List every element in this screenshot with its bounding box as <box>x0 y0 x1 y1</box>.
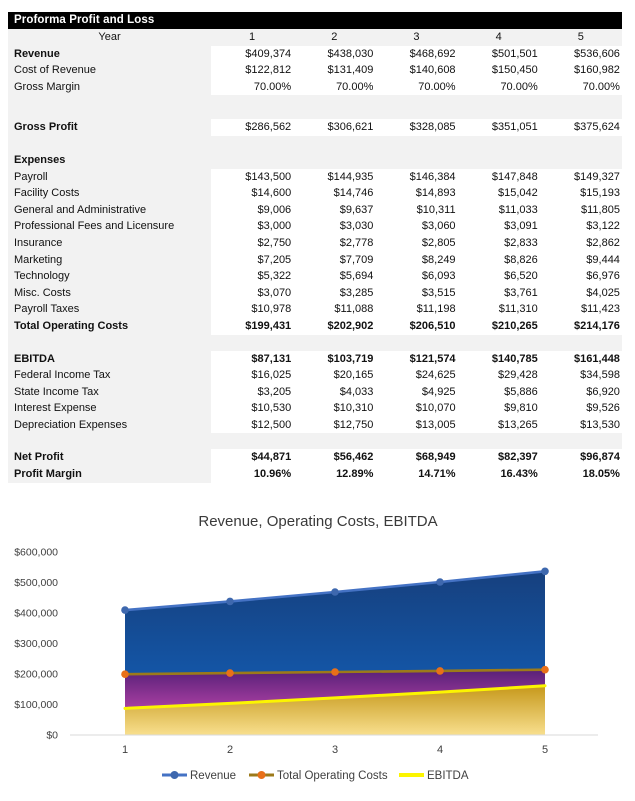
year-cell: 5 <box>540 29 622 46</box>
table-spacer-row <box>8 335 622 351</box>
row-label: Misc. Costs <box>8 285 211 302</box>
row-label: Year <box>8 29 211 46</box>
value-cell: $9,637 <box>293 202 375 219</box>
revenue-marker <box>331 588 339 596</box>
value-cell: $409,374 <box>211 46 293 63</box>
row-label: Expenses <box>8 152 211 169</box>
value-cell: 70.00% <box>458 79 540 96</box>
year-cell: 1 <box>211 29 293 46</box>
value-cell: $11,310 <box>458 301 540 318</box>
table-row <box>8 285 622 302</box>
value-cell: $160,982 <box>540 62 622 79</box>
value-cell: 70.00% <box>211 79 293 96</box>
area-chart-svg <box>0 500 635 796</box>
table-row <box>8 185 622 202</box>
value-cell: $3,761 <box>458 285 540 302</box>
value-cell: $5,322 <box>211 268 293 285</box>
row-label: Cost of Revenue <box>8 62 211 79</box>
value-cell: $6,093 <box>375 268 457 285</box>
value-cell: $328,085 <box>375 119 457 136</box>
legend-ebitda-label: EBITDA <box>427 770 469 782</box>
value-cell: $20,165 <box>293 367 375 384</box>
value-cell: $13,530 <box>540 417 622 434</box>
row-label: Payroll Taxes <box>8 301 211 318</box>
value-cell: $3,091 <box>458 218 540 235</box>
table-row <box>8 79 622 96</box>
value-cell: $121,574 <box>375 351 457 368</box>
row-label: Total Operating Costs <box>8 318 211 335</box>
value-cell: $4,033 <box>293 384 375 401</box>
value-cell: $68,949 <box>375 449 457 466</box>
y-axis-tick-label: $300,000 <box>14 638 58 650</box>
row-label: Marketing <box>8 252 211 269</box>
legend-total-operating-costs-marker <box>258 771 266 779</box>
value-cell: $306,621 <box>293 119 375 136</box>
value-cell <box>540 152 622 169</box>
value-cell: $11,033 <box>458 202 540 219</box>
y-axis-tick-label: $400,000 <box>14 607 58 620</box>
table-row <box>8 384 622 401</box>
row-label: Technology <box>8 268 211 285</box>
table-row <box>8 252 622 269</box>
value-cell: $3,060 <box>375 218 457 235</box>
chart-title: Revenue, Operating Costs, EBITDA <box>198 513 438 530</box>
value-cell: $44,871 <box>211 449 293 466</box>
value-cell: $9,444 <box>540 252 622 269</box>
value-cell: $6,520 <box>458 268 540 285</box>
value-cell: $3,030 <box>293 218 375 235</box>
value-cell: $143,500 <box>211 169 293 186</box>
value-cell: 10.96% <box>211 466 293 483</box>
table-year-row <box>8 29 622 46</box>
table-row <box>8 218 622 235</box>
row-label: State Income Tax <box>8 384 211 401</box>
value-cell: $202,902 <box>293 318 375 335</box>
value-cell: $3,515 <box>375 285 457 302</box>
table-spacer-row <box>8 95 622 119</box>
value-cell: $150,450 <box>458 62 540 79</box>
x-axis-tick-label: 2 <box>226 744 234 756</box>
year-cell: 4 <box>458 29 540 46</box>
value-cell: $11,088 <box>293 301 375 318</box>
value-cell: $14,600 <box>211 185 293 202</box>
row-label: Profit Margin <box>8 466 211 483</box>
row-label: Gross Profit <box>8 119 211 136</box>
value-cell: $24,625 <box>375 367 457 384</box>
value-cell: $8,249 <box>375 252 457 269</box>
year-cell: 3 <box>375 29 457 46</box>
value-cell: $5,886 <box>458 384 540 401</box>
table-body <box>8 29 622 483</box>
x-axis-tick-label: 3 <box>331 744 339 756</box>
value-cell: $14,893 <box>375 185 457 202</box>
value-cell <box>211 152 293 169</box>
value-cell: $7,205 <box>211 252 293 269</box>
value-cell: $10,978 <box>211 301 293 318</box>
table-row <box>8 202 622 219</box>
value-cell: $12,750 <box>293 417 375 434</box>
row-label: Payroll <box>8 169 211 186</box>
row-label: EBITDA <box>8 351 211 368</box>
value-cell: $11,423 <box>540 301 622 318</box>
y-axis-tick-label: $600,000 <box>14 546 58 559</box>
table-row <box>8 466 622 483</box>
value-cell: $375,624 <box>540 119 622 136</box>
value-cell: $4,025 <box>540 285 622 302</box>
table-row <box>8 417 622 434</box>
value-cell: $536,606 <box>540 46 622 63</box>
value-cell: $82,397 <box>458 449 540 466</box>
table-row <box>8 62 622 79</box>
x-axis-tick-label: 4 <box>436 744 444 756</box>
table-row <box>8 400 622 417</box>
row-label: Insurance <box>8 235 211 252</box>
table-row <box>8 46 622 63</box>
row-label: General and Administrative <box>8 202 211 219</box>
value-cell: $10,070 <box>375 400 457 417</box>
value-cell: $13,005 <box>375 417 457 434</box>
value-cell: $12,500 <box>211 417 293 434</box>
row-label: Gross Margin <box>8 79 211 96</box>
value-cell: $214,176 <box>540 318 622 335</box>
total-operating-costs-marker <box>226 669 234 677</box>
table-section-row <box>8 152 622 169</box>
value-cell: $3,070 <box>211 285 293 302</box>
value-cell: $149,327 <box>540 169 622 186</box>
value-cell: $122,812 <box>211 62 293 79</box>
value-cell: 12.89% <box>293 466 375 483</box>
total-operating-costs-marker <box>331 668 339 676</box>
value-cell: $140,608 <box>375 62 457 79</box>
value-cell: $140,785 <box>458 351 540 368</box>
table-row <box>8 119 622 136</box>
financial-chart <box>0 500 635 796</box>
value-cell: $4,925 <box>375 384 457 401</box>
row-label: Revenue <box>8 46 211 63</box>
year-cell: 2 <box>293 29 375 46</box>
value-cell: 18.05% <box>540 466 622 483</box>
profit-loss-table <box>8 12 622 483</box>
total-operating-costs-marker <box>436 667 444 675</box>
table-title-bar: Proforma Profit and Loss <box>8 12 622 29</box>
value-cell: $3,122 <box>540 218 622 235</box>
value-cell: $103,719 <box>293 351 375 368</box>
row-label: Net Profit <box>8 449 211 466</box>
value-cell: $15,042 <box>458 185 540 202</box>
total-operating-costs-marker <box>121 670 129 678</box>
value-cell: $5,694 <box>293 268 375 285</box>
value-cell: $9,006 <box>211 202 293 219</box>
value-cell: $56,462 <box>293 449 375 466</box>
y-axis-tick-label: $200,000 <box>14 668 58 681</box>
revenue-marker <box>226 598 234 606</box>
table-row <box>8 449 622 466</box>
legend-revenue-marker <box>171 771 179 779</box>
value-cell: $131,409 <box>293 62 375 79</box>
value-cell: $146,384 <box>375 169 457 186</box>
value-cell: $286,562 <box>211 119 293 136</box>
value-cell: $9,810 <box>458 400 540 417</box>
legend-total-operating-costs-label: Total Operating Costs <box>277 770 388 782</box>
row-label: Professional Fees and Licensure <box>8 218 211 235</box>
value-cell: $3,205 <box>211 384 293 401</box>
row-label: Facility Costs <box>8 185 211 202</box>
value-cell: $8,826 <box>458 252 540 269</box>
value-cell <box>293 152 375 169</box>
total-operating-costs-marker <box>541 666 549 674</box>
row-label: Depreciation Expenses <box>8 417 211 434</box>
value-cell: $3,285 <box>293 285 375 302</box>
table-row <box>8 351 622 368</box>
y-axis-tick-label: $0 <box>46 729 58 742</box>
value-cell: $161,448 <box>540 351 622 368</box>
value-cell: $2,862 <box>540 235 622 252</box>
value-cell: $34,598 <box>540 367 622 384</box>
value-cell: $10,310 <box>293 400 375 417</box>
table-row <box>8 169 622 186</box>
value-cell: $29,428 <box>458 367 540 384</box>
value-cell: $210,265 <box>458 318 540 335</box>
value-cell: $468,692 <box>375 46 457 63</box>
value-cell: $14,746 <box>293 185 375 202</box>
table-row <box>8 367 622 384</box>
table-row <box>8 318 622 335</box>
value-cell: 14.71% <box>375 466 457 483</box>
value-cell: $199,431 <box>211 318 293 335</box>
table-row <box>8 268 622 285</box>
value-cell: $15,193 <box>540 185 622 202</box>
value-cell: $11,805 <box>540 202 622 219</box>
value-cell: $144,935 <box>293 169 375 186</box>
value-cell <box>458 152 540 169</box>
value-cell: $351,051 <box>458 119 540 136</box>
value-cell: $96,874 <box>540 449 622 466</box>
revenue-marker <box>436 578 444 586</box>
value-cell: $87,131 <box>211 351 293 368</box>
value-cell: $2,805 <box>375 235 457 252</box>
value-cell: $6,976 <box>540 268 622 285</box>
table-spacer-row <box>8 136 622 152</box>
revenue-marker <box>121 606 129 614</box>
value-cell <box>375 152 457 169</box>
table-row <box>8 235 622 252</box>
value-cell: $2,833 <box>458 235 540 252</box>
value-cell: 70.00% <box>375 79 457 96</box>
y-axis-tick-label: $500,000 <box>14 577 58 589</box>
value-cell: $16,025 <box>211 367 293 384</box>
x-axis-tick-label: 5 <box>541 744 549 756</box>
value-cell: $11,198 <box>375 301 457 318</box>
value-cell: $206,510 <box>375 318 457 335</box>
value-cell: 16.43% <box>458 466 540 483</box>
value-cell: $2,750 <box>211 235 293 252</box>
value-cell: $3,000 <box>211 218 293 235</box>
value-cell: $13,265 <box>458 417 540 434</box>
value-cell: $501,501 <box>458 46 540 63</box>
value-cell: 70.00% <box>293 79 375 96</box>
revenue-marker <box>541 568 549 576</box>
value-cell: 70.00% <box>540 79 622 96</box>
legend-revenue-label: Revenue <box>190 770 237 782</box>
row-label: Federal Income Tax <box>8 367 211 384</box>
value-cell: $147,848 <box>458 169 540 186</box>
value-cell: $6,920 <box>540 384 622 401</box>
table-row <box>8 301 622 318</box>
table-spacer-row <box>8 433 622 449</box>
value-cell: $9,526 <box>540 400 622 417</box>
y-axis-tick-label: $100,000 <box>14 699 58 711</box>
value-cell: $10,530 <box>211 400 293 417</box>
value-cell: $10,311 <box>375 202 457 219</box>
value-cell: $438,030 <box>293 46 375 63</box>
x-axis-tick-label: 1 <box>121 744 129 756</box>
value-cell: $2,778 <box>293 235 375 252</box>
row-label: Interest Expense <box>8 400 211 417</box>
value-cell: $7,709 <box>293 252 375 269</box>
